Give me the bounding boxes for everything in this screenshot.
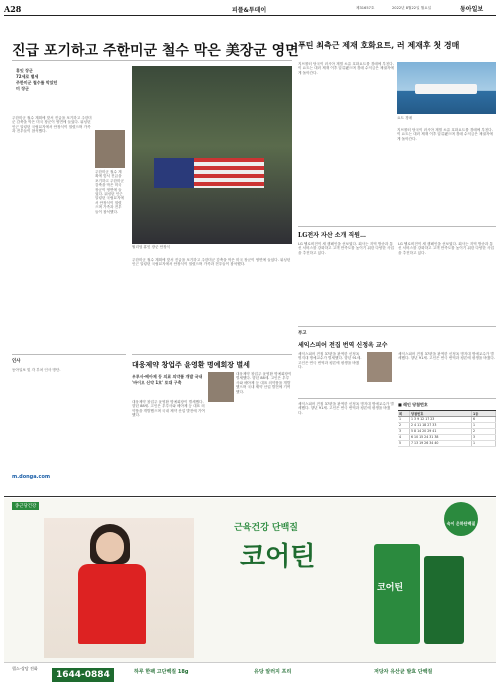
table-cell: 1 [398,417,410,422]
divider [132,354,292,355]
table-cell: 6 10 15 24 31 38 [410,435,472,440]
yacht-hull [415,84,477,94]
funeral-photo [132,66,292,244]
product-carton-2 [424,556,464,644]
table-header: 1등 [472,411,496,416]
table-header: 당첨번호 [410,411,472,416]
obituary-body-2: 셰익스피어 전집 37편을 완역한 신정옥 명지대 명예교수가 별세했다. 향년 91세. 고인은 연극 번역과 평론에 평생을 바쳤다. [398,352,495,361]
table-cell: 5 [398,441,410,446]
paper-name: 동아일보 [460,6,484,13]
divider [12,354,126,355]
mobile-url[interactable]: m.donga.com [12,474,51,480]
call-label: 헬스·상담 전화 [12,666,38,671]
right-top-body: 지브롤터 당국이 러시아 재벌 소유 호화요트를 경매에 부친다. 이 요트는 대러 제재 이후 압류됐으며 경매 수익금은 채권자에게 돌아간다. [298,62,396,75]
ad-badge [444,502,478,536]
deck [16,68,126,92]
main-body-col1: 주한미군 철수 계획에 맞서 진급을 포기하고 주한미군 감축을 막은 미국 장군이 영면에 들었다. 워싱턴 인근 알링턴 국립묘지에서 안장식이 열렸으며 가족과 전우들이 참석했다. [12,116,92,134]
model-jersey [78,564,146,644]
section-title: 피플&투데이 [232,7,267,14]
center-body: 대웅제약 창업주 윤영환 명예회장이 별세했다. 향년 88세. 고인은 우루사와 베아제 등 대표 의약품을 개발했으며 국내 제약 산업 발전에 기여했다. [132,400,205,418]
feature-3: 저당자 유산균 발효 단백질 [374,669,433,675]
center-headline: 대웅제약 창업주 윤영환 명예회장 별세 [132,360,250,369]
center-portrait [208,372,234,402]
obituary-label: 부고 [298,331,307,336]
appointment-body: 셰익스피어 전집 37편을 완역한 신정옥 명지대 명예교수가 별세했다. 향년 91세. 고인은 연극 번역과 평론에 평생을 바쳤다. [298,402,394,415]
issue-number: 제31657호 [356,6,375,10]
carton-label: 코어틴 [377,583,404,593]
table-cell: 7 13 19 26 34 40 [410,441,472,446]
model-photo [44,518,194,658]
deck-line: 72세로 별세 [16,74,39,79]
feature-2: 유당 알러지 프리 [254,669,292,675]
divider [12,60,292,61]
divider [298,398,496,399]
table-header: 회 [398,411,410,416]
masthead-rule [4,15,496,16]
yacht-photo [397,62,496,114]
table-cell: 1 3 9 12 17 23 [410,417,472,422]
ad-badge-text: 숙이 은하단백질 [446,521,476,526]
flag-stripes [194,158,264,188]
ad-brand: 종근당건강 [12,502,39,510]
right-mid-headline: LG전자 자산 소개 직원… [298,232,366,239]
divider [298,226,496,227]
deck-line: 미 장군 [16,86,29,91]
deck-line: 주한미군 철수를 막았던 [16,80,58,85]
product-carton [374,544,420,644]
lottery-title: ■ 레인 당첨번호 [398,402,428,407]
table-cell: 1 [472,423,496,428]
table-cell: 6 [472,417,496,422]
center-deck: 우루사·베아제 등 의료 의약품 개발 국내 '바이오 신약 1호' 토대 구축 [132,374,203,385]
page-number: A28 [4,4,22,14]
right-mid-body-2: LG 헬로비전이 새 캠페인을 선보였다. 회사는 지역 방송과 통신 서비스를 강화하고 고객 만족도를 높이기 위한 다양한 사업을 추진하고 있다. [398,242,494,255]
obituary-headline: 세익스피어 전집 번역 신정옥 교수 [298,342,388,349]
table-cell: 2 [398,423,410,428]
issue-date: 2022년 8월22일 월요일 [392,6,432,10]
table-cell: 5 8 14 20 29 41 [410,429,472,434]
right-top-headline: 푸틴 최측근 제재 호화요트, 러 제재후 첫 경매 [298,40,460,50]
table-row [398,441,496,447]
obituary-body: 셰익스피어 전집 37편을 완역한 신정옥 명지대 명예교수가 별세했다. 향년 91세. 고인은 연극 번역과 평론에 평생을 바쳤다. [298,352,363,370]
feature-1: 하루 한팩 고단백질 18g [134,669,189,675]
table-cell: 3 [398,429,410,434]
right-mid-body: LG 헬로비전이 새 캠페인을 선보였다. 회사는 지역 방송과 통신 서비스를 강화하고 고객 만족도를 높이기 위한 다양한 사업을 추진하고 있다. [298,242,394,255]
yacht-caption: 요트 경매 [397,116,413,120]
deck-line: 휴잇 장군 [16,68,33,73]
advertisement[interactable] [4,498,496,689]
table-cell: 3 [472,435,496,440]
right-top-body-2: 지브롤터 당국이 러시아 재벌 소유 호화요트를 경매에 부친다. 이 요트는 대러 제재 이후 압류됐으며 경매 수익금은 채권자에게 돌아간다. [397,128,495,141]
divider [298,326,496,327]
model-face [96,532,124,562]
main-body-lower: 주한미군 철수 계획에 맞서 진급을 포기하고 주한미군 감축을 막은 미국 장군이 영면에 들었다. 워싱턴 인근 알링턴 국립묘지에서 안장식이 열렸으며 가족과 전우들이 참석했다. [132,258,292,267]
portrait-photo [95,130,125,168]
table-cell: 4 [398,435,410,440]
obituary-photo [367,352,392,382]
lottery-table [398,410,496,447]
main-headline: 진급 포기하고 주한미군 철수 막은 美장군 영면 [12,43,299,59]
ad-headline-big: 코어틴 [240,542,316,572]
personnel-label: 인사 [12,359,21,364]
table-cell: 2 4 11 18 27 33 [410,423,472,428]
ad-border [4,496,496,497]
table-cell: 1 [472,441,496,446]
ad-headline-small: 근육건강 단백질 [234,523,298,533]
main-body-col2: 주한미군 철수 계획에 맞서 진급을 포기하고 주한미군 감축을 막은 미국 장군이 영면에 들었다. 워싱턴 인근 알링턴 국립묘지에서 안장식이 열렸으며 가족과 전우들이 참석했다. [95,170,126,214]
table-cell: 2 [472,429,496,434]
masthead [4,3,496,15]
photo-caption: 윌리엄 휴잇 장군 안장식 [132,245,171,249]
personnel-body: 동아일보 및 각 부처 인사 명단. [12,368,61,372]
center-body-2: 대웅제약 창업주 윤영환 명예회장이 별세했다. 향년 88세. 고인은 우루사와 베아제 등 대표 의약품을 개발했으며 국내 제약 산업 발전에 기여했다. [236,372,293,394]
phone-number[interactable]: 1644-0884 [52,668,114,682]
